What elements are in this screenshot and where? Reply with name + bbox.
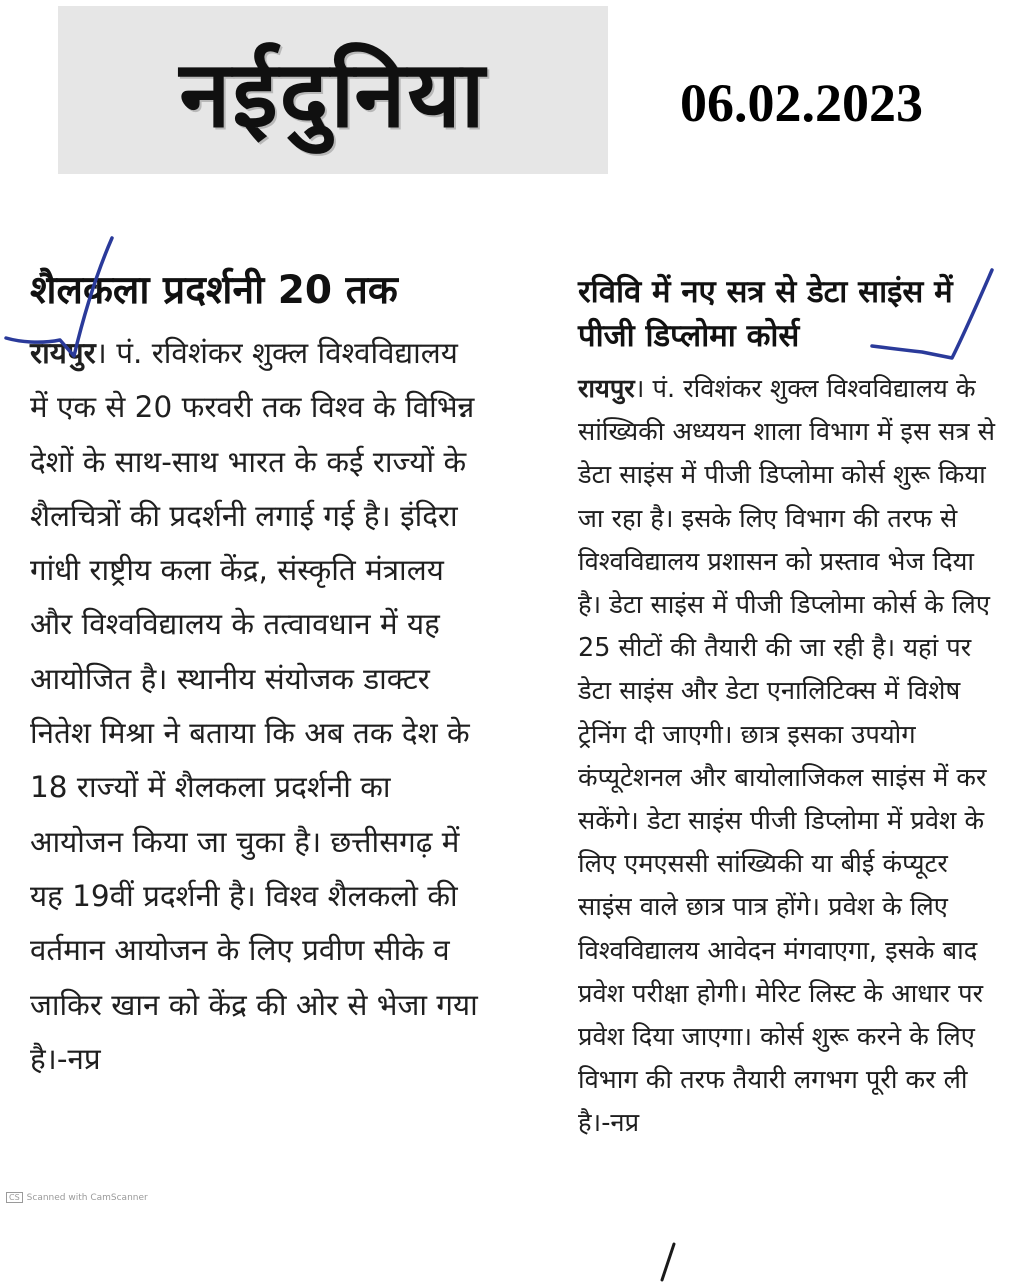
- scanner-watermark: [6, 1192, 148, 1203]
- camscanner-logo-icon: CS: [6, 1192, 23, 1203]
- article-headline: रविवि में नए सत्र से डेटा साइंस में पीजी डिप्लोमा कोर्स: [578, 274, 953, 354]
- article-byline: -नप्र: [56, 1041, 101, 1076]
- pen-tick-mark-bottom: [640, 1240, 690, 1284]
- publication-date: 06.02.2023: [680, 73, 923, 133]
- article-text: । पं. रविशंकर शुक्ल विश्वविद्यालय में एक से 20 फरवरी तक विश्व के विभिन्न देशों के साथ-साथ भारत के कई राज्यों के शैलचित्रों की प्रदर्शनी लगाई गई है। इंदिरा गांधी राष्ट्रीय कला केंद्र, संस्कृति मंत्रालय और विश्वविद्यालय के तत्वावधान में यह आयोजित है। स्थानीय संयोजक डाक्टर नितेश मिश्रा ने बताया कि अब तक देश के 18 राज्यों में शैलकला प्रदर्शनी का आयोजन किया जा चुका है। छत्तीसगढ़ में यह 19वीं प्रदर्शनी है। विश्व शैलकलो की वर्तमान आयोजन के लिए प्रवीण सीके व जाकिर खान को केंद्र की ओर से भेजा गया है।: [30, 336, 478, 1076]
- watermark-text: Scanned with CamScanner: [26, 1193, 148, 1203]
- article-dateline: रायपुर: [578, 374, 635, 404]
- article-headline: शैलकला प्रदर्शनी 20 तक: [30, 268, 398, 313]
- newspaper-title: नईदुनिया: [179, 40, 487, 148]
- article-data-science-diploma: [578, 270, 998, 1146]
- article-dateline: रायपुर: [30, 336, 96, 370]
- masthead: [58, 6, 608, 174]
- article-body: [30, 326, 480, 1086]
- article-rock-art-exhibition: [30, 262, 480, 1086]
- article-body: [578, 368, 998, 1146]
- article-text: । पं. रविशंकर शुक्ल विश्वविद्यालय के सांख्यिकी अध्ययन शाला विभाग में इस सत्र से डेटा साइंस में पीजी डिप्लोमा कोर्स शुरू किया जा रहा है। इसके लिए विभाग की तरफ से विश्वविद्यालय प्रशासन को प्रस्ताव भेज दिया है। डेटा साइंस में पीजी डिप्लोमा कोर्स के लिए 25 सीटों की तैयारी की जा रही है। यहां पर डेटा साइंस और डेटा एनालिटिक्स में विशेष ट्रेनिंग दी जाएगी। छात्र इसका उपयोग कंप्यूटेशनल और बायोलाजिकल साइंस में कर सकेंगे। डेटा साइंस पीजी डिप्लोमा में प्रवेश के लिए एमएससी सांख्यिकी या बीई कंप्यूटर साइंस वाले छात्र पात्र होंगे। प्रवेश के लिए विश्वविद्यालय आवेदन मंगवाएगा, इसके बाद प्रवेश परीक्षा होगी। मेरिट लिस्ट के आधार पर प्रवेश दिया जाएगा। कोर्स शुरू करने के लिए विभाग की तरफ तैयारी लगभग पूरी कर ली है।: [578, 374, 995, 1139]
- article-byline: -नप्र: [601, 1108, 640, 1139]
